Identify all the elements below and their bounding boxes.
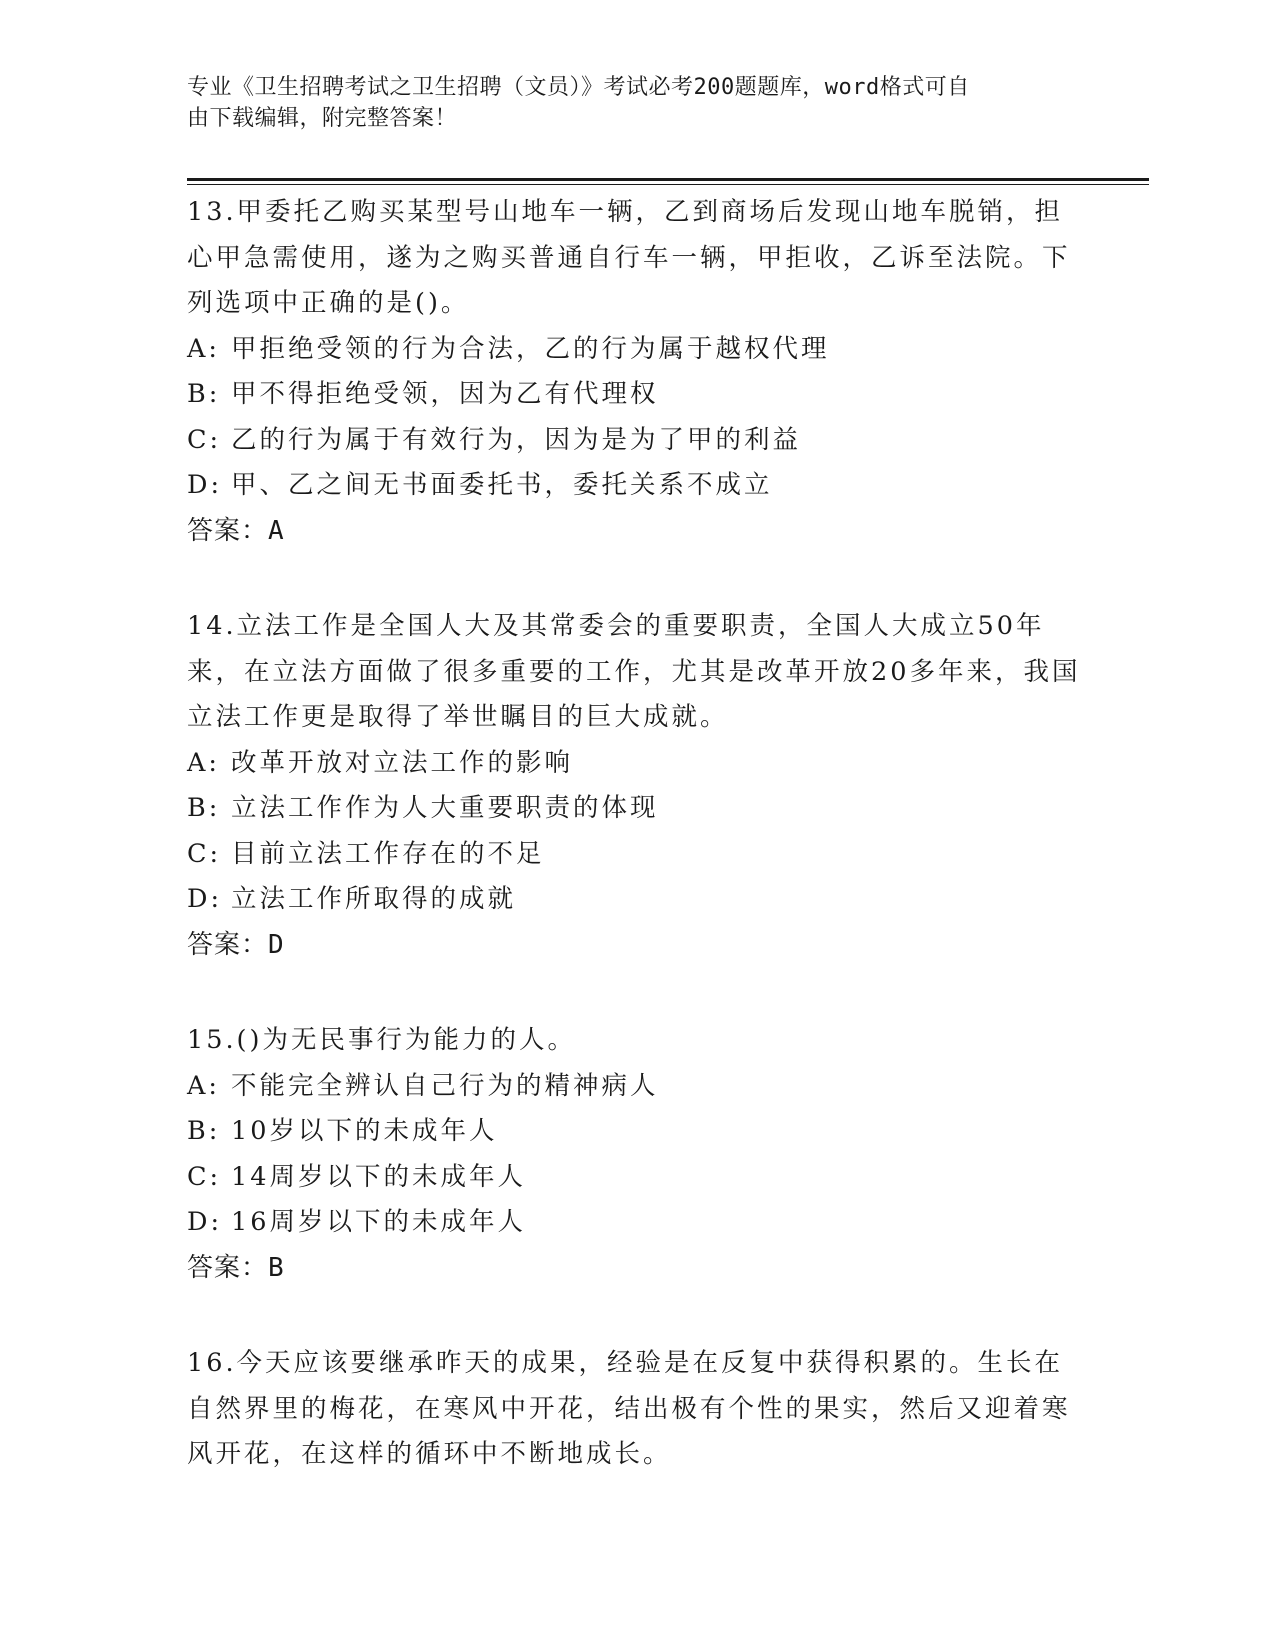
option-d <box>187 1200 1087 1246</box>
option-d <box>187 877 1087 923</box>
question-text: 14.立法工作是全国人大及其常委会的重要职责，全国人大成立50年来，在立法方面做了很多重要的工作，尤其是改革开放20多年来，我国立法工作更是取得了举世瞩目的巨大成就。 <box>187 611 1081 732</box>
header-line-1: 专业《卫生招聘考试之卫生招聘（文员）》考试必考200题题库，word格式可自 <box>187 75 970 100</box>
option-text: 甲、乙之间无书面委托书，委托关系不成立 <box>231 470 773 500</box>
header-divider-thin <box>187 184 1149 185</box>
option-text: 甲拒绝受领的行为合法，乙的行为属于越权代理 <box>231 333 830 364</box>
question-list <box>187 190 1087 1528</box>
option-letter: C: <box>187 838 222 869</box>
option-letter: D: <box>187 884 223 914</box>
question-16 <box>187 1341 1087 1478</box>
question-text: 16.今天应该要继承昨天的成果，经验是在反复中获得积累的。生长在自然界里的梅花，在寒风中开花，结出极有个性的果实，然后又迎着寒风开花，在这样的循环中不断地成长。 <box>187 1348 1071 1469</box>
option-text: 甲不得拒绝受领，因为乙有代理权 <box>231 379 659 409</box>
answer-line: 答案：A <box>187 515 285 546</box>
option-text: 目前立法工作存在的不足 <box>231 838 545 869</box>
option-b <box>187 786 1087 832</box>
option-b <box>187 1109 1087 1155</box>
option-text: 立法工作作为人大重要职责的体现 <box>231 793 659 823</box>
option-text: 10岁以下的未成年人 <box>231 1116 498 1146</box>
option-letter: D: <box>187 470 223 500</box>
option-letter: C: <box>187 1161 222 1192</box>
option-letter: B: <box>187 793 221 823</box>
answer-line: 答案：D <box>187 929 285 960</box>
document-header <box>187 72 1067 134</box>
option-text: 乙的行为属于有效行为，因为是为了甲的利益 <box>231 424 802 455</box>
option-d <box>187 463 1087 509</box>
option-letter: A: <box>187 1070 221 1101</box>
question-14 <box>187 604 1087 968</box>
option-letter: B: <box>187 379 221 409</box>
option-text: 14周岁以下的未成年人 <box>231 1161 526 1192</box>
answer-line: 答案：B <box>187 1252 285 1283</box>
option-letter: D: <box>187 1207 223 1237</box>
option-a <box>187 741 1087 787</box>
option-letter: A: <box>187 333 221 364</box>
option-c <box>187 418 1087 464</box>
option-letter: B: <box>187 1116 221 1146</box>
option-text: 改革开放对立法工作的影响 <box>231 747 574 778</box>
option-letter: A: <box>187 747 221 778</box>
question-text: 13.甲委托乙购买某型号山地车一辆，乙到商场后发现山地车脱销，担心甲急需使用，遂为之购买普通自行车一辆，甲拒收，乙诉至法院。下列选项中正确的是()。 <box>187 197 1071 318</box>
question-15 <box>187 1018 1087 1291</box>
option-c <box>187 1155 1087 1201</box>
option-a <box>187 1064 1087 1110</box>
header-line-2: 由下载编辑，附完整答案！ <box>187 106 458 131</box>
header-divider-thick <box>187 178 1149 181</box>
option-text: 立法工作所取得的成就 <box>231 884 517 914</box>
option-a <box>187 327 1087 373</box>
option-c <box>187 832 1087 878</box>
question-13 <box>187 190 1087 554</box>
question-text: 15.()为无民事行为能力的人。 <box>187 1025 576 1055</box>
option-text: 16周岁以下的未成年人 <box>231 1207 526 1237</box>
option-letter: C: <box>187 424 222 455</box>
option-text: 不能完全辨认自己行为的精神病人 <box>231 1070 659 1101</box>
option-b <box>187 372 1087 418</box>
